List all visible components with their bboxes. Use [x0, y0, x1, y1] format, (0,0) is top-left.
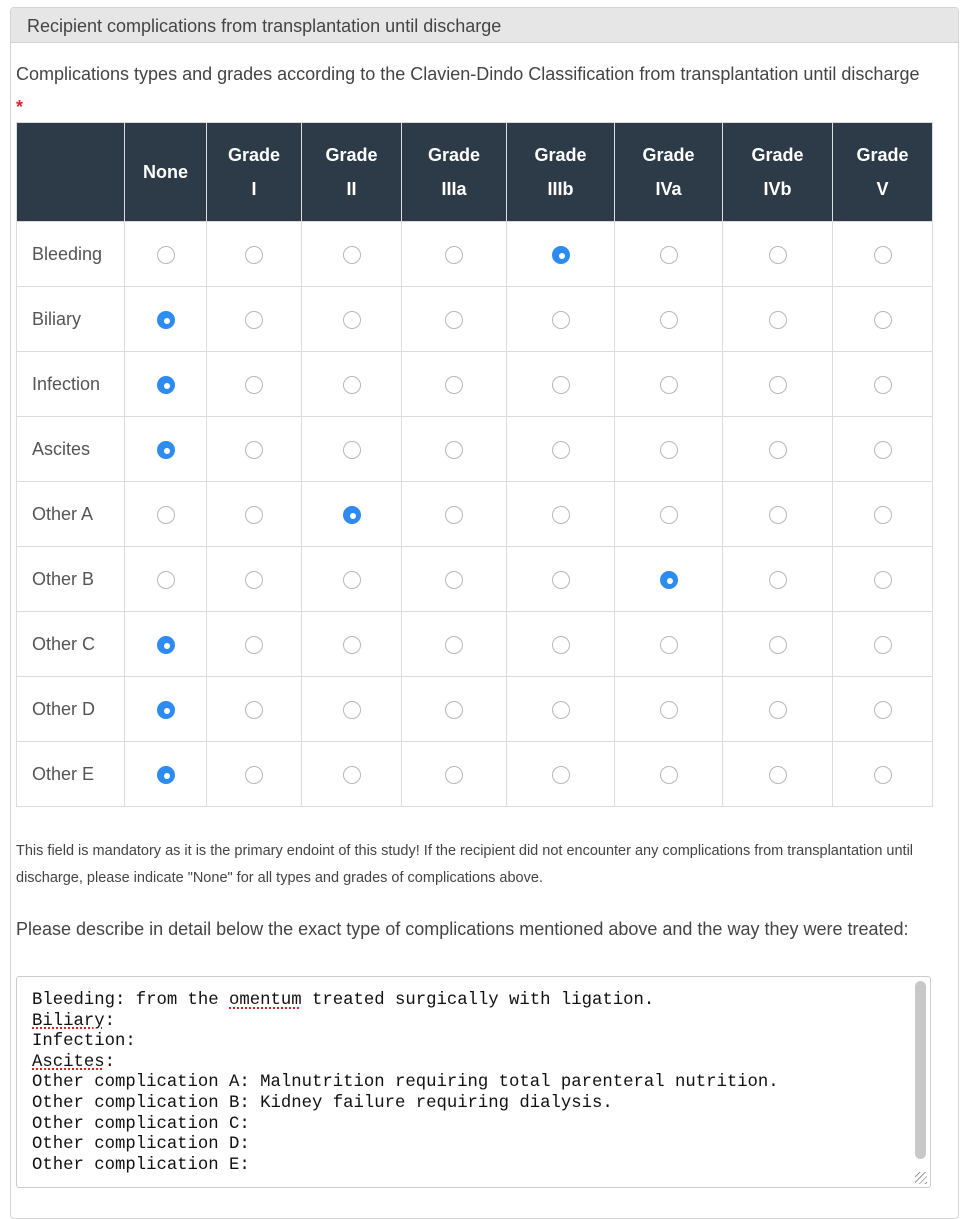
grade-radio[interactable] — [660, 636, 678, 654]
grid-cell — [207, 547, 302, 612]
grid-cell — [723, 352, 833, 417]
grade-radio[interactable] — [769, 571, 787, 589]
column-header-line2: IIIb — [547, 179, 574, 199]
grade-radio[interactable] — [552, 311, 570, 329]
resize-grip-icon[interactable] — [915, 1172, 927, 1184]
grid-cell — [125, 287, 207, 352]
grid-cell — [507, 547, 615, 612]
row-label: Infection — [17, 352, 125, 417]
grade-radio[interactable] — [552, 571, 570, 589]
column-header — [125, 123, 207, 222]
grade-radio[interactable] — [245, 766, 263, 784]
description-line: Ascites: — [32, 1052, 115, 1072]
grade-radio[interactable] — [874, 441, 892, 459]
grade-radio[interactable] — [157, 701, 175, 719]
complications-grid — [16, 122, 933, 807]
grade-radio[interactable] — [157, 311, 175, 329]
description-line: Other complication E: — [32, 1155, 250, 1175]
grade-radio[interactable] — [343, 441, 361, 459]
grid-cell — [723, 612, 833, 677]
grade-radio[interactable] — [769, 311, 787, 329]
grade-radio[interactable] — [660, 571, 678, 589]
question-label — [16, 58, 926, 124]
grid-cell — [125, 677, 207, 742]
grid-cell — [302, 482, 402, 547]
description-line: Other complication D: — [32, 1135, 250, 1155]
grade-radio[interactable] — [769, 506, 787, 524]
grid-cell — [507, 287, 615, 352]
column-header-line1: Grade — [325, 145, 378, 165]
grid-cell — [125, 352, 207, 417]
grade-radio[interactable] — [660, 246, 678, 264]
grid-cell — [833, 482, 933, 547]
grid-cell — [302, 222, 402, 287]
grade-radio[interactable] — [245, 701, 263, 719]
grade-radio[interactable] — [245, 506, 263, 524]
grade-radio[interactable] — [552, 441, 570, 459]
grid-cell — [723, 677, 833, 742]
grid-cell — [302, 742, 402, 807]
grade-radio[interactable] — [343, 571, 361, 589]
table-row — [17, 222, 933, 287]
column-header — [402, 123, 507, 222]
grade-radio[interactable] — [552, 636, 570, 654]
table-row — [17, 742, 933, 807]
table-row — [17, 677, 933, 742]
grade-radio[interactable] — [343, 701, 361, 719]
description-line: Biliary: — [32, 1011, 115, 1031]
grid-cell — [402, 417, 507, 482]
grid-cell — [833, 612, 933, 677]
grade-radio[interactable] — [245, 636, 263, 654]
grade-radio[interactable] — [343, 506, 361, 524]
column-header-line2: IVa — [655, 179, 682, 199]
grade-radio[interactable] — [874, 766, 892, 784]
row-label: Other C — [17, 612, 125, 677]
grid-cell — [507, 612, 615, 677]
description-textarea[interactable] — [16, 976, 931, 1188]
table-row — [17, 287, 933, 352]
description-line: Bleeding: from the omentum treated surgically with ligation. — [32, 991, 655, 1010]
column-header-line2: V — [876, 179, 889, 199]
column-header-line1: Grade — [534, 145, 587, 165]
column-header — [507, 123, 615, 222]
row-label: Other E — [17, 742, 125, 807]
grid-cell — [723, 742, 833, 807]
grade-radio[interactable] — [769, 246, 787, 264]
grid-cell — [402, 287, 507, 352]
grid-cell — [833, 742, 933, 807]
grid-cell — [302, 287, 402, 352]
column-header — [302, 123, 402, 222]
grade-radio[interactable] — [874, 571, 892, 589]
description-text[interactable] — [32, 991, 779, 1176]
table-row — [17, 417, 933, 482]
grade-radio[interactable] — [769, 636, 787, 654]
grade-radio[interactable] — [157, 766, 175, 784]
grade-radio[interactable] — [157, 636, 175, 654]
table-row — [17, 352, 933, 417]
grid-cell — [125, 742, 207, 807]
header-empty — [17, 123, 125, 222]
required-marker: * — [16, 97, 24, 117]
description-line: Other complication A: Malnutrition requiring total parenteral nutrition. — [32, 1073, 779, 1093]
grid-cell — [402, 742, 507, 807]
row-label: Ascites — [17, 417, 125, 482]
mandatory-note: This field is mandatory as it is the primary endoint of this study! If the recipient did not encounter any complications from transplantation until discharge, please indicate "None" for all types and grades of complications above. — [16, 843, 914, 886]
table-row — [17, 612, 933, 677]
grid-cell — [615, 417, 723, 482]
grid-cell — [302, 417, 402, 482]
grid-cell — [507, 482, 615, 547]
row-label: Biliary — [17, 287, 125, 352]
grid-cell — [402, 222, 507, 287]
grid-cell — [507, 742, 615, 807]
grade-radio[interactable] — [769, 766, 787, 784]
grid-cell — [402, 612, 507, 677]
grid-cell — [615, 547, 723, 612]
grade-radio[interactable] — [445, 441, 463, 459]
grade-radio[interactable] — [769, 701, 787, 719]
grid-cell — [615, 287, 723, 352]
grade-radio[interactable] — [660, 506, 678, 524]
grade-radio[interactable] — [245, 441, 263, 459]
grade-radio[interactable] — [343, 246, 361, 264]
grid-cell — [125, 482, 207, 547]
column-header — [723, 123, 833, 222]
grid-cell — [125, 612, 207, 677]
description-label: Please describe in detail below the exact type of complications mentioned above and the way they were treated: — [16, 919, 909, 939]
grid-cell — [833, 417, 933, 482]
grid-cell — [615, 742, 723, 807]
row-label: Other A — [17, 482, 125, 547]
column-header — [207, 123, 302, 222]
grade-radio[interactable] — [343, 311, 361, 329]
grid-cell — [615, 612, 723, 677]
grade-radio[interactable] — [343, 376, 361, 394]
grade-radio[interactable] — [157, 441, 175, 459]
column-header-line1: None — [143, 162, 188, 182]
textarea-scrollbar[interactable] — [915, 981, 926, 1159]
grade-radio[interactable] — [445, 766, 463, 784]
column-header-line1: Grade — [642, 145, 695, 165]
grid-cell — [833, 547, 933, 612]
grade-radio[interactable] — [552, 246, 570, 264]
column-header-line2: IVb — [763, 179, 792, 199]
grade-radio[interactable] — [343, 636, 361, 654]
grid-cell — [833, 222, 933, 287]
grid-cell — [207, 482, 302, 547]
grade-radio[interactable] — [445, 376, 463, 394]
column-header-line1: Grade — [751, 145, 804, 165]
row-label: Other D — [17, 677, 125, 742]
column-header-line2: I — [251, 179, 257, 199]
column-header-line1: Grade — [227, 145, 281, 165]
grid-cell — [402, 352, 507, 417]
grid-cell — [507, 352, 615, 417]
description-line: Infection: — [32, 1032, 136, 1052]
grade-radio[interactable] — [343, 766, 361, 784]
column-header-line2: IIIa — [441, 179, 467, 199]
grade-radio[interactable] — [445, 506, 463, 524]
grade-radio[interactable] — [445, 571, 463, 589]
grade-radio[interactable] — [245, 246, 263, 264]
grid-cell — [207, 352, 302, 417]
description-line: Other complication B: Kidney failure requiring dialysis. — [32, 1093, 613, 1113]
grade-radio[interactable] — [157, 571, 175, 589]
column-header — [833, 123, 933, 222]
grade-radio[interactable] — [445, 311, 463, 329]
grid-cell — [402, 677, 507, 742]
grid-cell — [125, 222, 207, 287]
column-header-line1: Grade — [856, 145, 909, 165]
grade-radio[interactable] — [660, 376, 678, 394]
grid-cell — [723, 287, 833, 352]
panel-title: Recipient complications from transplantation until discharge — [11, 8, 958, 43]
grid-cell — [723, 222, 833, 287]
question-text: Complications types and grades according to the Clavien-Dindo Classification from transplantation until discharge — [16, 64, 920, 84]
grade-radio[interactable] — [245, 376, 263, 394]
column-header — [615, 123, 723, 222]
grade-radio[interactable] — [660, 701, 678, 719]
grid-cell — [207, 677, 302, 742]
grid-cell — [207, 612, 302, 677]
table-row — [17, 482, 933, 547]
grid-cell — [302, 612, 402, 677]
grade-radio[interactable] — [552, 506, 570, 524]
grid-cell — [507, 677, 615, 742]
grid-cell — [207, 222, 302, 287]
row-label: Bleeding — [17, 222, 125, 287]
grid-cell — [615, 352, 723, 417]
grid-cell — [723, 417, 833, 482]
grade-radio[interactable] — [769, 376, 787, 394]
grade-radio[interactable] — [157, 506, 175, 524]
grade-radio[interactable] — [552, 766, 570, 784]
grid-cell — [507, 222, 615, 287]
grid-cell — [125, 547, 207, 612]
description-line: Other complication C: — [32, 1114, 250, 1134]
grid-cell — [833, 287, 933, 352]
grade-radio[interactable] — [157, 376, 175, 394]
grid-cell — [615, 482, 723, 547]
grid-cell — [833, 677, 933, 742]
grid-cell — [615, 677, 723, 742]
grade-radio[interactable] — [874, 701, 892, 719]
grade-radio[interactable] — [552, 701, 570, 719]
grid-cell — [723, 547, 833, 612]
grid-cell — [402, 482, 507, 547]
column-header-line2: II — [346, 179, 357, 199]
grid-cell — [207, 742, 302, 807]
grade-radio[interactable] — [769, 441, 787, 459]
grid-cell — [723, 482, 833, 547]
grid-cell — [125, 417, 207, 482]
grid-cell — [507, 417, 615, 482]
grade-radio[interactable] — [874, 376, 892, 394]
grid-cell — [207, 417, 302, 482]
grade-radio[interactable] — [660, 441, 678, 459]
grade-radio[interactable] — [157, 246, 175, 264]
grid-cell — [402, 547, 507, 612]
grid-cell — [302, 352, 402, 417]
grid-cell — [615, 222, 723, 287]
grade-radio[interactable] — [445, 246, 463, 264]
row-label: Other B — [17, 547, 125, 612]
grid-cell — [833, 352, 933, 417]
grade-radio[interactable] — [874, 636, 892, 654]
grid-cell — [207, 287, 302, 352]
column-header-line1: Grade — [427, 145, 481, 165]
table-row — [17, 547, 933, 612]
grid-cell — [302, 677, 402, 742]
grade-radio[interactable] — [874, 246, 892, 264]
grade-radio[interactable] — [245, 311, 263, 329]
grade-radio[interactable] — [552, 376, 570, 394]
grade-radio[interactable] — [245, 571, 263, 589]
grade-radio[interactable] — [445, 701, 463, 719]
grade-radio[interactable] — [660, 766, 678, 784]
grade-radio[interactable] — [660, 311, 678, 329]
grade-radio[interactable] — [874, 311, 892, 329]
grid-cell — [302, 547, 402, 612]
grade-radio[interactable] — [874, 506, 892, 524]
grade-radio[interactable] — [445, 636, 463, 654]
